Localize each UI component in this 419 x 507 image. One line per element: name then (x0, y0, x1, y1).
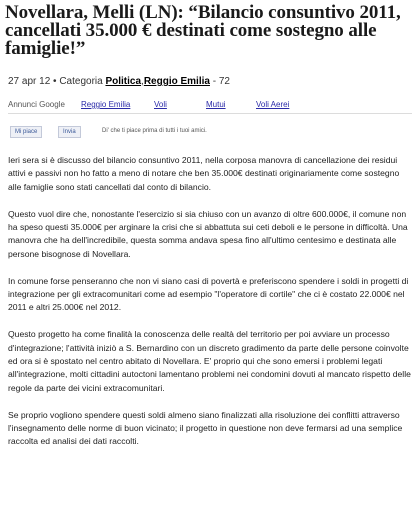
category-link-reggio-emilia[interactable]: Reggio Emilia (143, 76, 210, 87)
like-note: Di' che ti piace prima di tutti i tuoi amici. (102, 128, 207, 134)
article-date: 27 apr 12 (8, 76, 51, 87)
meta-separator: • (50, 76, 60, 87)
category-comma: , (141, 76, 144, 87)
article-paragraph: Ieri sera si è discusso del bilancio consuntivo 2011, nella corposa manovra di cancellazione dei residui attivi e passivi non ho fatto a meno di notare che ben 35.000€ destinati originariamente come sostegno alle famiglie sono stati cancellati dal conto di bilancio. (8, 155, 400, 192)
ad-link-mutui[interactable]: Mutui (206, 100, 226, 109)
comment-count: - 72 (209, 76, 230, 87)
category-link-politica[interactable]: Politica (105, 76, 142, 87)
article-paragraph: Questo progetto ha come finalità la conoscenza delle realtà del territorio per poi avviare un processo d'integrazione; l'attività iniziò a S. Bernardino con un discreto gradimento da parte delle persone coinvolte ed ora si è spostato nel centro abitato di Novellara. E' proprio qui che sono emersi i problemi legati all'integrazione, molti cittadini autoctoni lamentano problemi nei condomini dovuti al mancato rispetto delle regole da parte dei vicini extracomunitari. (8, 329, 411, 393)
article-body (8, 154, 414, 449)
send-button[interactable]: Invia (58, 126, 81, 138)
ad-link-voli-aerei[interactable]: Voli Aerei (256, 100, 290, 109)
ad-link-reggio-emilia[interactable]: Reggio Emilia (81, 100, 131, 109)
ads-label: Annunci Google (8, 100, 65, 109)
article-paragraph: In comune forse penseranno che non vi siano casi di povertà e preferiscono spendere i soldi in progetti di integrazione per gli extracomunitari come ad esempio "l'operatore di cortile" che ci è costato 22.000€ nel 2011 e altri 25.000€ nel 2012. (8, 275, 409, 313)
article-paragraph: Se proprio vogliono spendere questi soldi almeno siano finalizzati alla risoluzione dei conflitti attraverso l'insegnamento delle norme di buon vicinato; il progetto in questione non deve fermarsi ad una semplice raccolta ed analisi dei dati raccolti. (8, 409, 403, 447)
category-label: Categoria (59, 76, 106, 87)
article-meta (8, 76, 230, 87)
like-button[interactable]: Mi piace (10, 126, 42, 138)
article-paragraph: Questo vuol dire che, nonostante l'esercizio si sia chiuso con un avanzo di oltre 600.000€, il comune non ha speso questi 35.000€ per arginare la crisi che si abbattuta sui ceti deboli e le persone in difficoltà. Una manovra che ha dell'incredibile, questa somma andava spesa fino all'ultimo centesimo e destinata alle persone bisognose di Novellara. (8, 208, 408, 259)
ad-link-voli[interactable]: Voli (154, 100, 167, 109)
ads-divider (8, 113, 412, 114)
article-title: Novellara, Melli (LN): “Bilancio consuntivo 2011, cancellati 35.000 € destinati come sostegno alle famiglie!” (5, 2, 401, 59)
